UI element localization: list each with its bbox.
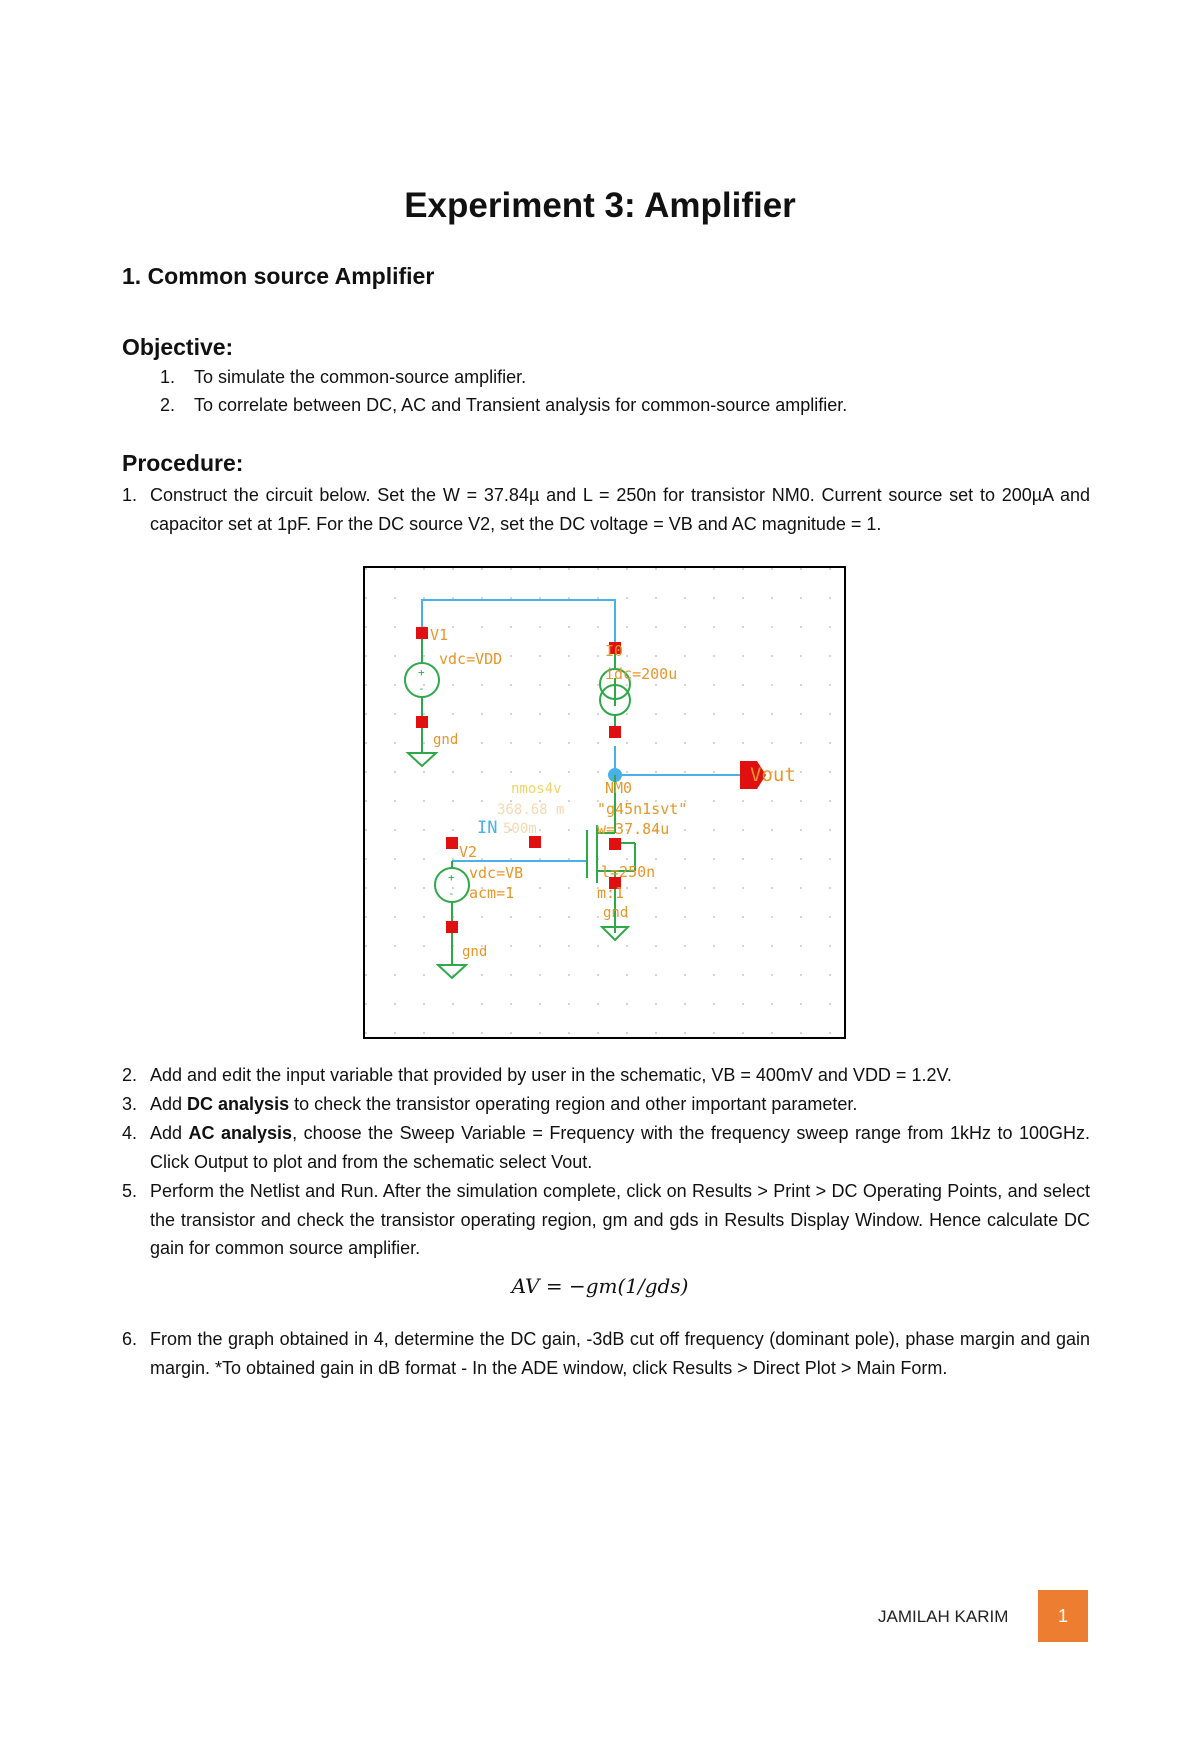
step-number: 4.: [122, 1123, 138, 1143]
vout-label: Vout: [750, 764, 796, 786]
step-text: Perform the Netlist and Run. After the simulation complete, click on Results > Print > DC Operating Points, and select the transistor and check the transistor operating region, gm and gds in Results Display Window. Hence calculate DC gain for common source amplifier.: [150, 1181, 1090, 1258]
nmos-length: l=250n: [601, 863, 656, 881]
list-text: To simulate the common-source amplifier.: [194, 367, 527, 387]
step-number: 5.: [122, 1181, 138, 1201]
in-label: IN: [477, 818, 498, 838]
pin: [609, 726, 621, 738]
procedure-heading: Procedure:: [122, 450, 244, 476]
gnd-label: gnd: [433, 732, 459, 748]
step-text: Add and edit the input variable that provided by user in the schematic, VB = 400mV and VDD = 1.2V.: [150, 1065, 952, 1085]
svg-text:-: -: [418, 682, 425, 695]
circuit-schematic: [363, 566, 846, 1039]
pin: [416, 627, 428, 639]
procedure-step: [122, 1061, 1090, 1090]
gnd-label: gnd: [603, 905, 629, 921]
nmos-model: nmos4v: [511, 781, 562, 797]
list-text: To correlate between DC, AC and Transient analysis for common-source amplifier.: [194, 395, 848, 415]
schematic-svg: [365, 568, 844, 1037]
page-title: Experiment 3: Amplifier: [404, 186, 796, 225]
svg-text:+: +: [418, 666, 425, 679]
pin: [529, 836, 541, 848]
list-number: 2.: [160, 395, 176, 415]
procedure-step: [122, 1177, 1090, 1263]
step-number: 6.: [122, 1329, 138, 1349]
step-number: 3.: [122, 1094, 138, 1114]
step-text: From the graph obtained in 4, determine the DC gain, -3dB cut off frequency (dominant pole), phase margin and gain margin. *To obtained gain in dB format - In the ADE window, click Results > Direct Plot > Main Form.: [150, 1329, 1090, 1378]
nmos-mult: m:1: [597, 884, 625, 902]
svg-text:+: +: [448, 871, 455, 884]
nmos-lib: "g45n1svt": [597, 800, 688, 818]
svg-text:-: -: [448, 887, 455, 900]
gain-formula: AV = −gm(1/gds): [511, 1274, 689, 1298]
nmos-name: NM0: [605, 779, 633, 797]
step-text: Add DC analysis to check the transistor operating region and other important parameter.: [150, 1094, 858, 1114]
objective-heading: Objective:: [122, 334, 234, 360]
list-number: 1.: [160, 367, 176, 387]
footer-author: JAMILAH KARIM: [878, 1607, 1009, 1626]
v1-param: vdc=VDD: [439, 650, 503, 668]
step-text: Construct the circuit below. Set the W = 37.84µ and L = 250n for transistor NM0. Current source set to 200µA and capacitor set at 1pF. For the DC source V2, set the DC voltage = VB and AC magnitude = 1.: [150, 485, 1090, 534]
v2-dc: vdc=VB: [469, 864, 524, 882]
pin: [416, 716, 428, 728]
section-title: 1. Common source Amplifier: [122, 263, 435, 289]
i0-name: I0: [605, 642, 624, 660]
step-number: 1.: [122, 485, 138, 505]
step-number: 2.: [122, 1065, 138, 1085]
gnd-label: gnd: [462, 944, 488, 960]
nmos-width: w=37.84u: [597, 820, 670, 838]
pin: [446, 921, 458, 933]
dim-label: 500m: [503, 821, 537, 837]
pin: [446, 837, 458, 849]
procedure-step: [122, 1325, 1090, 1382]
list-item: [160, 391, 847, 419]
objective-list: [160, 363, 847, 419]
procedure-step: [122, 1119, 1090, 1176]
list-item: [160, 363, 847, 391]
v1-name: V1: [430, 626, 449, 644]
i0-param: idc=200u: [605, 665, 678, 683]
pin: [609, 838, 621, 850]
procedure-step: [122, 1090, 1090, 1119]
v2-ac: acm=1: [469, 884, 515, 902]
v2-name: V2: [459, 843, 478, 861]
page-number: 1: [1038, 1590, 1088, 1642]
step-text: Add AC analysis, choose the Sweep Variable = Frequency with the frequency sweep range from 1kHz to 100GHz. Click Output to plot and from the schematic select Vout.: [150, 1123, 1090, 1172]
dim-label: 368.68 m: [497, 802, 565, 818]
procedure-step: [122, 481, 1090, 538]
